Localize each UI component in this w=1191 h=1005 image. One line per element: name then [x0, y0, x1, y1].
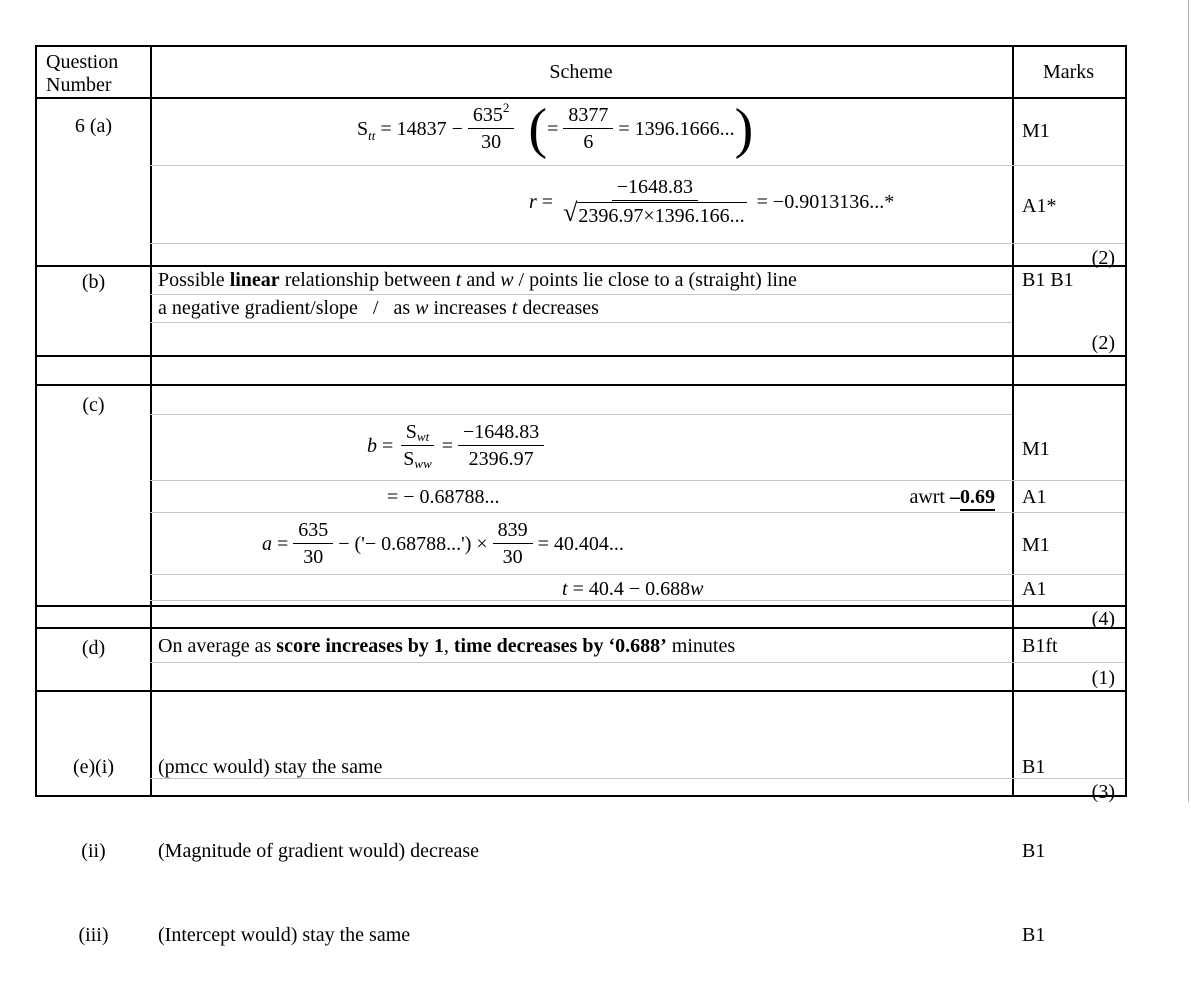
math-var: b: [367, 434, 377, 457]
part-total: (3): [1091, 781, 1115, 803]
math-var: r: [529, 190, 537, 213]
gridline: [150, 414, 1012, 415]
mark: A1*: [1022, 195, 1057, 217]
text-segment: time decreases by ‘0.688’: [453, 635, 667, 657]
math-term: = −0.9013136...*: [751, 190, 895, 213]
math-term: = 40.4 − 0.688: [567, 578, 691, 600]
math-term: 6: [583, 131, 594, 153]
question-label-d: (d): [81, 637, 106, 659]
text-segment: / points lie close to a (straight) line: [513, 269, 797, 291]
math-term: S: [403, 448, 415, 470]
part-total: (2): [1091, 332, 1115, 354]
question-label-e: [37, 697, 150, 1005]
math-var: t: [562, 578, 568, 600]
text-segment: linear: [229, 269, 280, 291]
formula-a: [262, 518, 624, 569]
scheme-text-b2: [158, 295, 1008, 321]
gridline: [150, 662, 1125, 663]
text-segment: ,: [443, 635, 454, 657]
gridline: [150, 322, 1012, 323]
math-term: 30: [303, 546, 324, 568]
text-segment: increases: [428, 297, 512, 319]
header-question-line1: Question: [46, 51, 119, 73]
header-question-line2: Number: [46, 74, 112, 96]
gridline: [150, 47, 152, 795]
gridline: [150, 165, 1125, 166]
awrt-value: 0.69: [960, 486, 995, 511]
scheme-text-b1: [158, 267, 1008, 293]
math-subscript: tt: [368, 127, 376, 143]
math-term: 30: [481, 131, 502, 153]
text-segment: minutes: [666, 635, 736, 657]
mark: B1 B1: [1022, 269, 1074, 291]
math-term: 8377: [563, 103, 613, 129]
question-label-eiii: (iii): [78, 924, 109, 946]
mark: M1: [1022, 120, 1050, 142]
part-total: (1): [1091, 667, 1115, 689]
gridline: [37, 384, 1125, 386]
scheme-text-eii: (Magnitude of gradient would) decrease: [158, 840, 479, 862]
formula-r: [529, 175, 894, 228]
question-label-ei: (e)(i): [72, 756, 115, 778]
scheme-text-e: [158, 697, 1008, 1005]
math-term: −1648.83: [612, 175, 698, 201]
text-segment: and: [461, 269, 501, 291]
mark: B1ft: [1022, 635, 1058, 657]
gridline: [37, 355, 1125, 357]
open-paren: (: [528, 97, 548, 160]
text-segment: t: [511, 297, 518, 319]
awrt-dash: –: [950, 486, 960, 508]
math-term: =: [436, 434, 459, 457]
math-term: =: [547, 117, 564, 140]
math-subscript: ww: [414, 456, 432, 471]
mark: B1: [1022, 924, 1046, 946]
math-term: − ('− 0.68788...') ×: [333, 532, 493, 555]
gridline: [37, 690, 1125, 692]
fraction: [458, 420, 544, 471]
math-term: = 14837 −: [375, 117, 468, 140]
question-label-eii: (ii): [81, 840, 106, 862]
fraction: [563, 103, 613, 154]
math-term: S: [405, 421, 417, 443]
text-segment: w: [500, 269, 514, 291]
text-segment: Possible: [158, 269, 230, 291]
close-paren: ): [734, 97, 754, 160]
scheme-text-eiii: (Intercept would) stay the same: [158, 924, 411, 946]
math-term: 30: [502, 546, 523, 568]
radicand: 2396.97×1396.166...: [577, 202, 746, 228]
header-question-number: [46, 51, 118, 97]
header-marks: Marks: [1042, 61, 1095, 83]
math-subscript: wt: [416, 429, 430, 444]
math-term: =: [272, 532, 294, 555]
marks-e: [1022, 697, 1052, 1005]
gridline: [150, 512, 1125, 513]
gridline: [150, 574, 1125, 575]
text-segment: w: [415, 297, 429, 319]
awrt-note: [737, 484, 995, 510]
fraction: [398, 420, 436, 471]
scheme-text-ei: (pmcc would) stay the same: [158, 756, 383, 778]
formula-b: [367, 420, 544, 471]
math-term: 839: [493, 518, 533, 544]
radical-sign: √: [563, 198, 578, 227]
text-segment: decreases: [517, 297, 599, 319]
math-term: = 1396.1666...: [613, 117, 735, 140]
fraction: [468, 100, 515, 154]
formula-t: [562, 576, 703, 602]
part-total: (4): [1091, 608, 1115, 630]
mark: M1: [1022, 534, 1050, 556]
question-label-b: (b): [81, 271, 106, 293]
scheme-text-d: [158, 633, 1008, 659]
b-value: = − 0.68788...: [387, 486, 500, 508]
fraction: [493, 518, 533, 569]
text-segment: a negative gradient/slope / as: [158, 297, 416, 319]
question-label-c: (c): [82, 394, 105, 416]
mark: B1: [1022, 756, 1046, 778]
math-var: w: [690, 578, 704, 600]
part-total: (2): [1091, 247, 1115, 269]
text-segment: score increases by 1: [276, 635, 444, 657]
fraction: [558, 175, 752, 228]
fraction: [293, 518, 333, 569]
mark: A1: [1022, 486, 1047, 508]
math-term: =: [377, 434, 399, 457]
math-superscript: 2: [502, 100, 510, 115]
header-scheme: Scheme: [549, 61, 613, 83]
math-term: 635: [293, 518, 333, 544]
gridline: [37, 605, 1125, 607]
math-term: 635: [472, 104, 503, 126]
math-term: S: [357, 117, 369, 140]
gridline: [37, 97, 1125, 99]
gridline: [150, 243, 1125, 244]
text-segment: relationship between: [279, 269, 456, 291]
text-segment: t: [455, 269, 462, 291]
mark: M1: [1022, 438, 1050, 460]
mark: A1: [1022, 578, 1047, 600]
text-segment: On average as: [158, 635, 277, 657]
math-term: =: [536, 190, 559, 213]
gridline: [150, 480, 1125, 481]
question-label-6a: 6 (a): [74, 115, 113, 137]
math-term: = 40.404...: [532, 532, 624, 555]
mark-scheme-table: [35, 45, 1127, 946]
page-right-border: [1188, 0, 1189, 802]
math-term: 2396.97: [468, 448, 534, 470]
math-term: −1648.83: [458, 420, 544, 446]
formula-stt: [357, 97, 754, 160]
math-var: a: [262, 532, 272, 555]
mark: B1: [1022, 840, 1046, 862]
awrt-label: awrt: [909, 486, 950, 508]
gridline: [37, 627, 1125, 629]
